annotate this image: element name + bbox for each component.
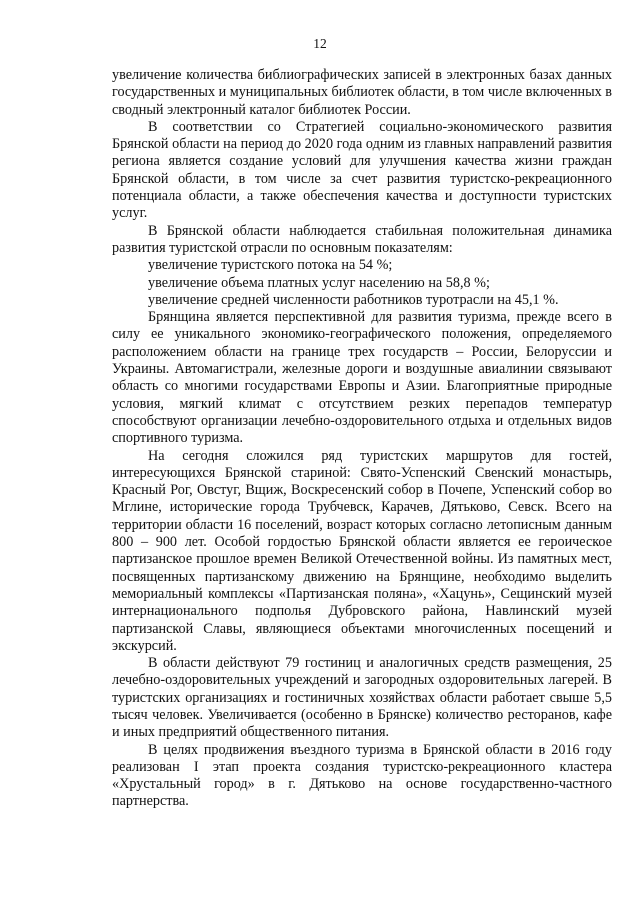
paragraph-tourist-routes: На сегодня сложился ряд туристских маршрутов для гостей, интересующихся Брянской стариной: Свято-Успенский Свенский монастырь, Красный Рог, Овстуг, Вщиж, Воскресенский собор в Почепе, Успенский собор во Мглине, исторические города Трубчевск, Карачев, Дятьково, Севск. Всего на территории области 16 поселений, возраст которых согласно летописным данным 800 – 900 лет. Особой гордостью Брянской области является ее героическое партизанское прошлое времен Великой Отечественной войны. Из памятных мест, посвященных партизанскому движению на Брянщине, необходимо выделить мемориальный комплексы «Партизанская поляна», «Хацунь», Сещинский музей интернационального подполья Дубровского района, Навлинский музей партизанской Славы, являющиеся объектами многочисленных посещений и экскурсий. [112, 447, 612, 654]
paragraph-strategy: В соответствии со Стратегией социально-экономического развития Брянской области на период до 2020 года одним из главных направлений развития региона является создание условий для улучшения качества жизни граждан Брянской области, в том числе за счет развития туристско-рекреационного потенциала области, а также обеспечения качества и доступности туристских услуг. [112, 118, 612, 222]
indicator-paid-services: увеличение объема платных услуг населению на 58,8 %; [148, 274, 490, 291]
paragraph-hotels: В области действуют 79 гостиниц и аналогичных средств размещения, 25 лечебно-оздоровительных учреждений и загородных оздоровительных лагерей. В туристских организациях и гостиничных хозяйствах области работает свыше 5,5 тысяч человек. Увеличивается (особенно в Брянске) количество ресторанов, кафе и иных предприятий общественного питания. [112, 655, 612, 741]
paragraph-bibliographic-records: увеличение количества библиографических записей в электронных базах данных государственных и муниципальных библиотек области, в том числе включенных в сводный электронный каталог библиотек России. [112, 67, 612, 118]
paragraph-dynamics: В Брянской области наблюдается стабильная положительная динамика развития туристской отрасли по основным показателям: [112, 222, 612, 256]
indicator-tourist-flow: увеличение туристского потока на 54 %; [148, 257, 393, 274]
page-number: 12 [313, 36, 327, 51]
paragraph-geography: Брянщина является перспективной для развития туризма, прежде всего в силу ее уникального экономико-географического положения, определяемого расположением области на границе трех государств – России, Белоруссии и Украины. Автомагистрали, железные дороги и воздушные авиалинии связывают область со многими государствами Европы и Азии. Благоприятные природные условия, мягкий климат с отсутствием резких перепадов температур способствуют организации лечебно-оздоровительного отдыха и отдельных видов спортивного туризма. [112, 309, 612, 447]
indicator-workforce: увеличение средней численности работников туротрасли на 45,1 %. [148, 291, 559, 308]
document-body [112, 67, 612, 811]
paragraph-cluster-project: В целях продвижения въездного туризма в Брянской области в 2016 году реализован I этап проекта создания туристско-рекреационного кластера «Хрустальный город» в г. Дятьково на основе государственно-частного партнерства. [112, 741, 612, 810]
